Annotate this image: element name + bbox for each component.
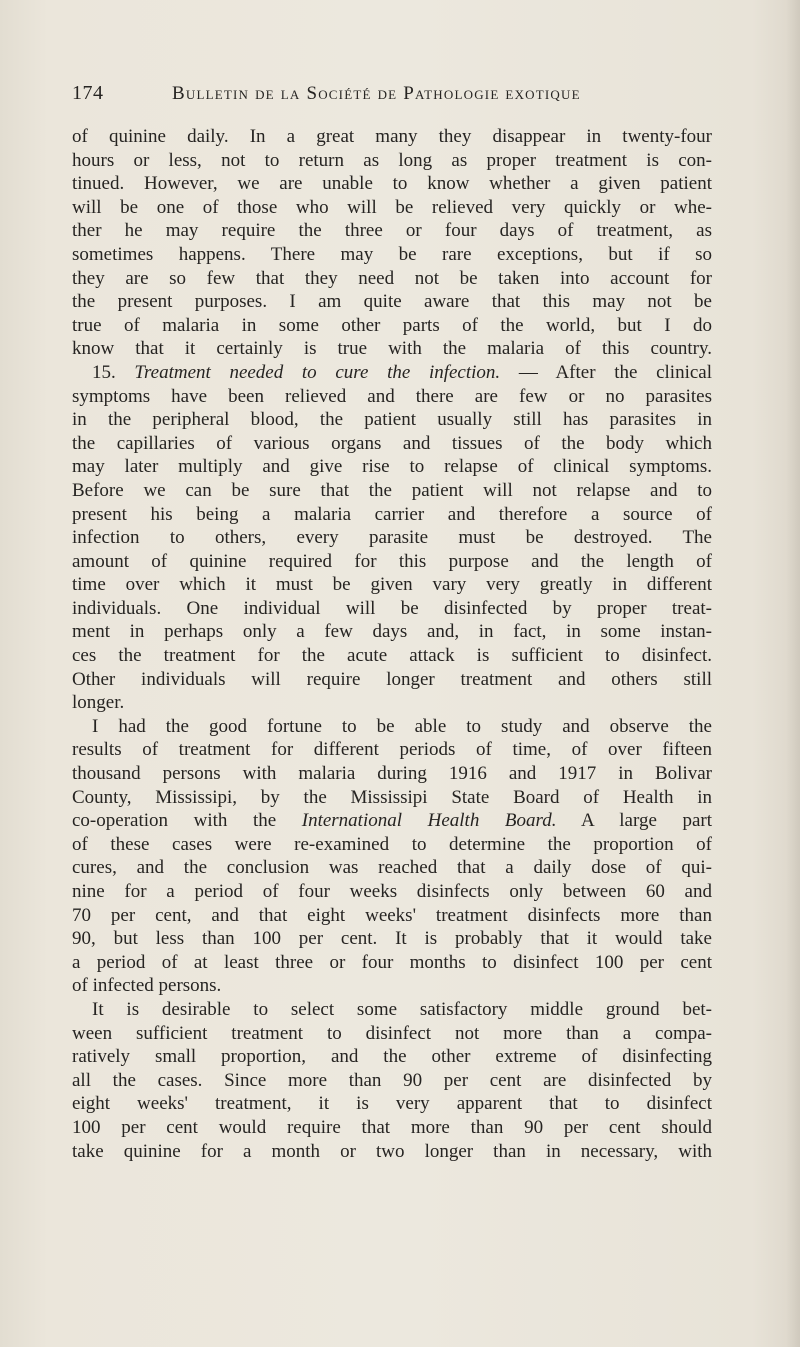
page-edge-shadow (786, 0, 800, 1347)
text-line: sometimes happens. There may be rare exceptions, but if so (72, 243, 712, 265)
text-line: they are so few that they need not be taken into account for (72, 267, 712, 289)
text-line: tinued. However, we are unable to know whether a given patient (72, 173, 712, 195)
page-number: 174 (72, 82, 104, 104)
text-line: present his being a malaria carrier and therefore a source of (72, 503, 712, 525)
text-line: time over which it must be given vary very greatly in different (72, 574, 712, 596)
text-line: all the cases. Since more than 90 per cent are disinfected by (72, 1069, 712, 1091)
text-line: nine for a period of four weeks disinfects only between 60 and (72, 881, 712, 902)
text-line: ther he may require the three or four days of treatment, as (72, 220, 712, 242)
running-head: Bulletin de la Société de Pathologie exotique (172, 83, 581, 104)
section-heading-line (72, 361, 712, 385)
text-line: in the peripheral blood, the patient usually still has parasites in (72, 409, 712, 431)
text-line: of infected persons. (72, 975, 222, 997)
text-line: take quinine for a month or two longer than in necessary, with (72, 1140, 712, 1162)
text-line: may later multiply and give rise to relapse of clinical symptoms. (72, 456, 712, 478)
board-line-tail: A large part (556, 810, 712, 832)
text-line: I had the good fortune to be able to study and observe the (92, 715, 712, 737)
text-line: Before we can be sure that the patient will not relapse and to (72, 479, 712, 501)
text-line: individuals. One individual will be disinfected by proper treat- (72, 597, 712, 619)
text-line: infection to others, every parasite must be destroyed. The (72, 527, 712, 549)
text-line: will be one of those who will be relieved very quickly or whe- (72, 196, 712, 218)
text-line: of these cases were re-examined to determine the proportion of (72, 833, 712, 855)
text-line: a period of at least three or four months to disinfect 100 per cent (72, 951, 712, 973)
section-title-continuation: — After the clinical (500, 361, 712, 383)
text-line: thousand persons with malaria during 1916 and 1917 in Bolivar (72, 763, 712, 785)
text-line: ces the treatment for the acute attack is sufficient to disinfect. (72, 645, 712, 667)
board-line-lead: co-operation with the (72, 810, 302, 832)
board-line (72, 809, 712, 833)
text-line: It is desirable to select some satisfactory middle ground bet- (92, 998, 712, 1020)
body-text (72, 125, 712, 1163)
text-line: ment in perhaps only a few days and, in fact, in some instan- (72, 621, 712, 643)
text-line: ween sufficient treatment to disinfect not more than a compa- (72, 1022, 712, 1044)
text-line: symptoms have been relieved and there are few or no parasites (72, 385, 712, 407)
text-line: hours or less, not to return as long as proper treatment is con- (72, 149, 712, 171)
text-line: 70 per cent, and that eight weeks' treatment disinfects more than (72, 904, 712, 926)
text-line: results of treatment for different periods of time, of over fifteen (72, 739, 712, 761)
text-line: of quinine daily. In a great many they disappear in twenty-four (72, 126, 712, 147)
text-line: 100 per cent would require that more than 90 per cent should (72, 1116, 712, 1138)
text-line: true of malaria in some other parts of the world, but I do (72, 314, 712, 336)
text-line: the capillaries of various organs and tissues of the body which (72, 432, 712, 454)
page-header (72, 82, 712, 114)
text-line: Other individuals will require longer treatment and others still (72, 668, 712, 690)
text-line: 90, but less than 100 per cent. It is probably that it would take (72, 928, 712, 950)
text-line: amount of quinine required for this purpose and the length of (72, 550, 712, 572)
section-number: 15. (92, 361, 135, 383)
text-line: ratively small proportion, and the other extreme of disinfecting (72, 1046, 712, 1068)
text-line: cures, and the conclusion was reached that a daily dose of qui- (72, 857, 712, 879)
text-line: know that it certainly is true with the malaria of this country. (72, 338, 712, 360)
section-title: Treatment needed to cure the infection. (134, 361, 501, 383)
text-line: eight weeks' treatment, it is very apparent that to disinfect (72, 1093, 712, 1115)
text-line: the present purposes. I am quite aware that this may not be (72, 291, 712, 313)
board-name: International Health Board. (301, 810, 557, 832)
text-line: County, Mississipi, by the Mississipi State Board of Health in (72, 786, 712, 808)
text-line: longer. (72, 692, 125, 714)
